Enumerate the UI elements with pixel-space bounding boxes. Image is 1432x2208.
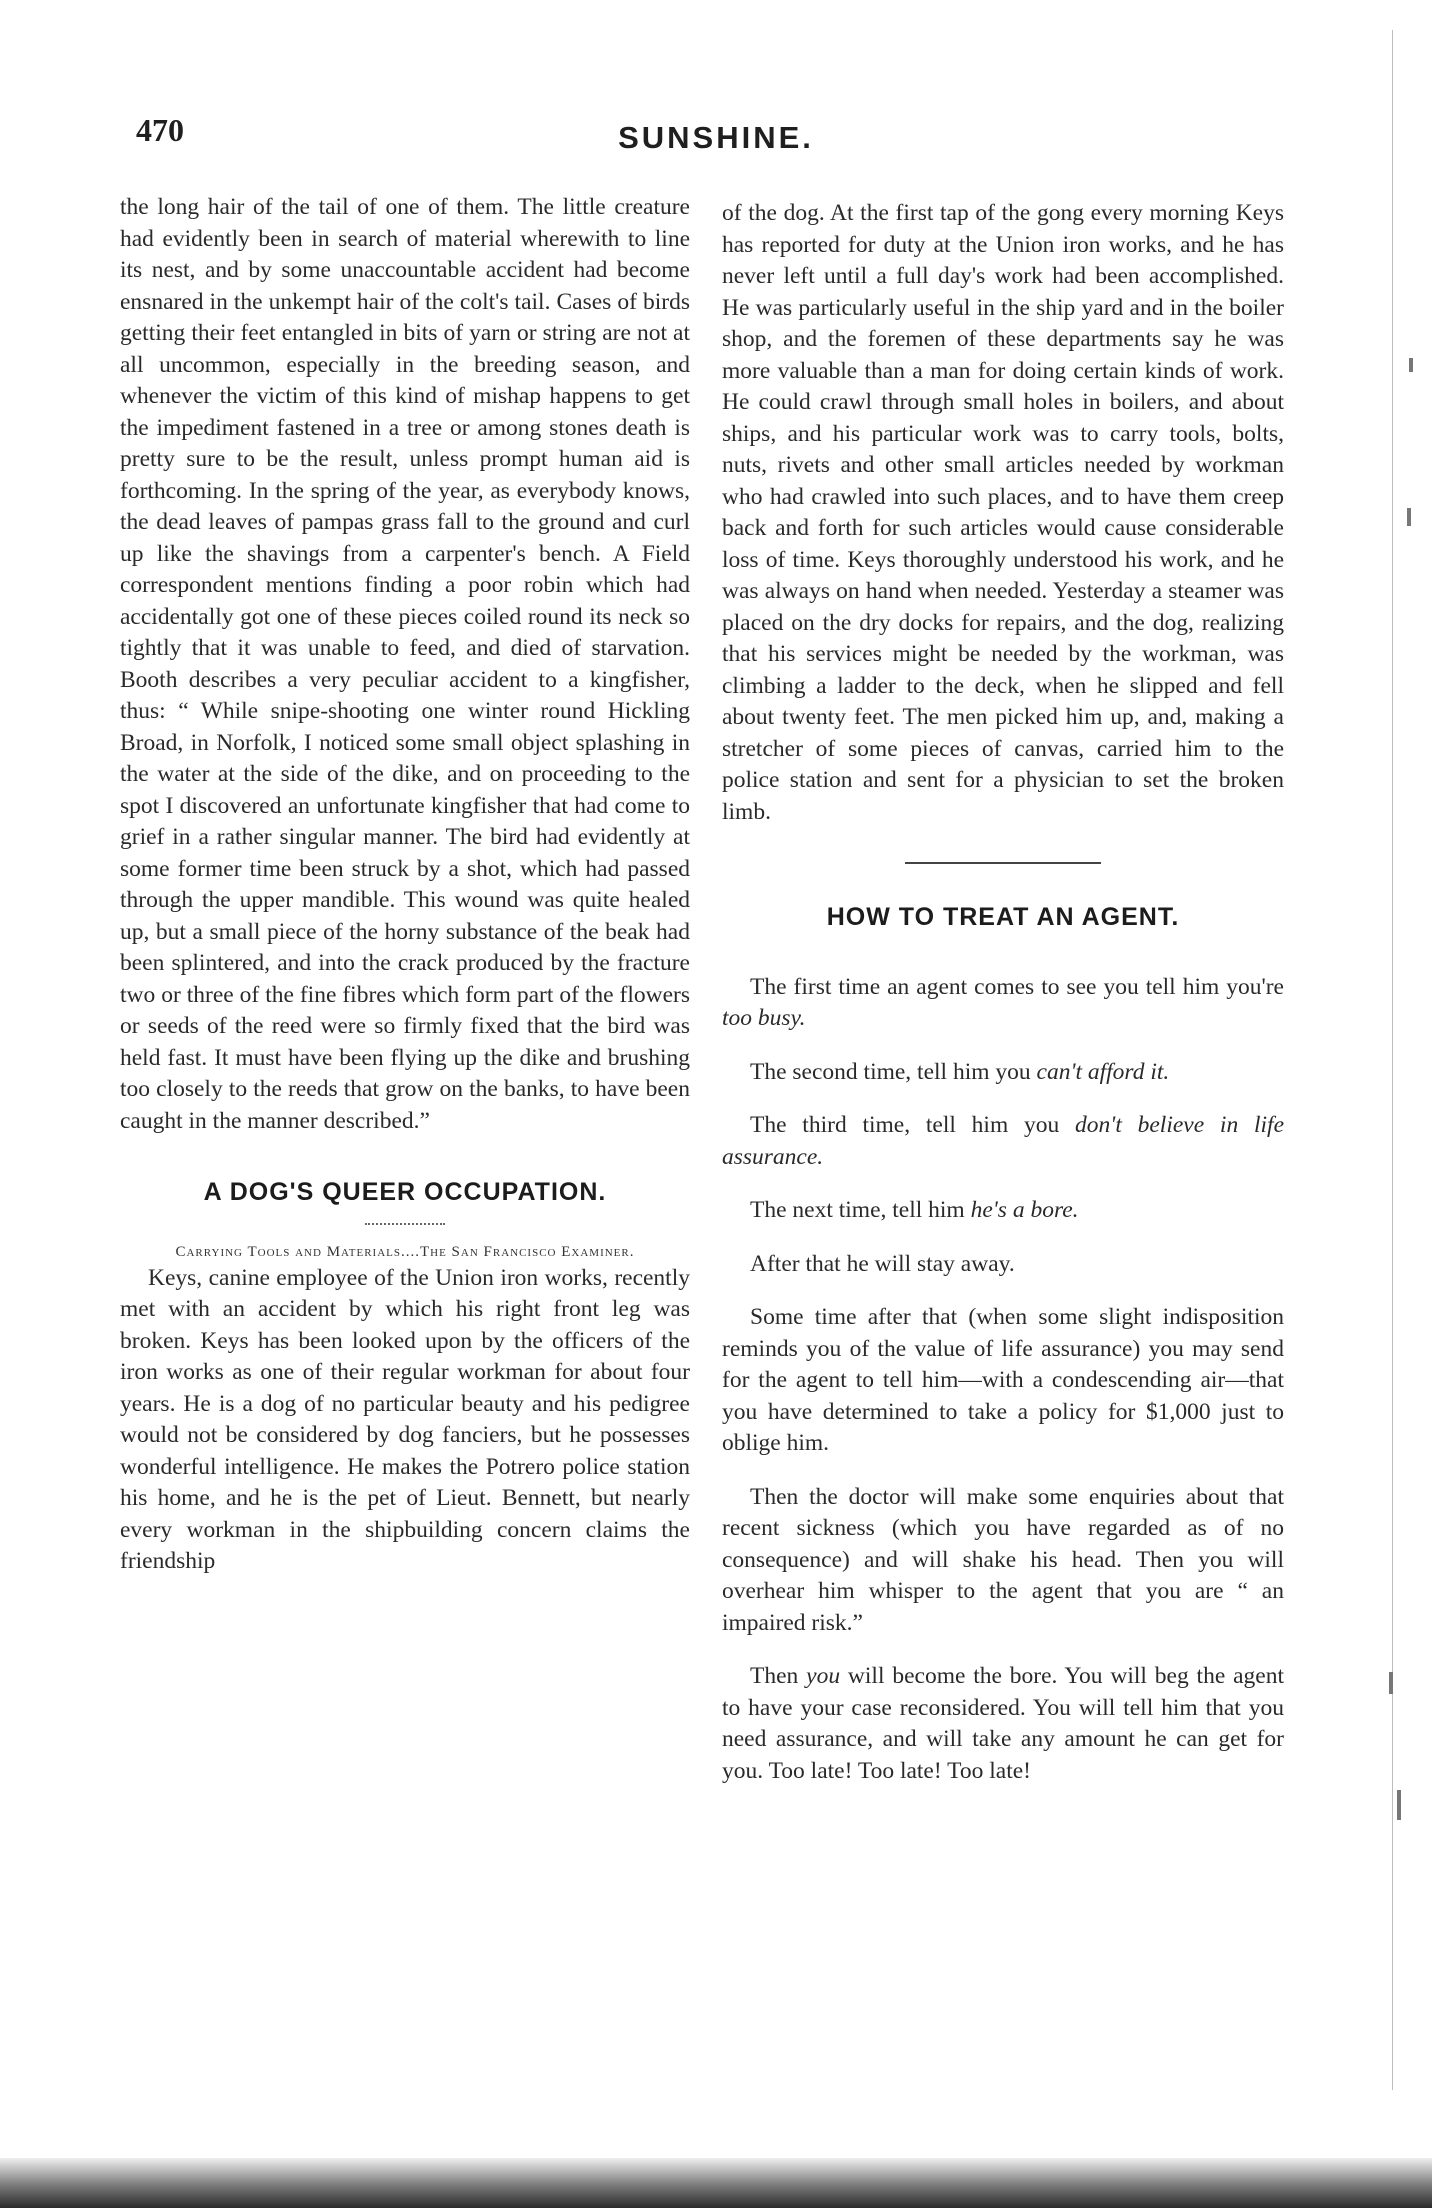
page-number: 470 <box>136 112 184 148</box>
page-edge-line <box>1392 30 1393 2090</box>
continued-paragraph-left: the long hair of the tail of one of them. The little creature had evidently been in search of material wherewith to line its nest, and by some unaccountable accident had become ensnared in the unkempt hair of the colt's tail. Cases of birds getting their feet entangled in bits of yarn or string are not at all uncommon, especially in the breeding season, and whenever the victim of this kind of mishap happens to get the impediment fastened in a tree or among stones death is pretty sure to be the result, unless prompt human aid is forthcoming. In the spring of the year, as everybody knows, the dead leaves of pampas grass fall to the ground and curl up like the shavings from a carpenter's bench. A Field correspondent mentions finding a poor robin which had accidentally got one of these pieces coiled round its neck so tightly that it was unable to feed, and died of starvation. Booth describes a very peculiar accident to a kingfisher, thus: “ While snipe-shooting one winter round Hickling Broad, in Norfolk, I noticed some small object splashing in the water at the side of the dike, and on proceeding to the spot I discovered an unfortunate kingfisher that had come to grief in a rather singular manner. The bird had evidently at some former time been struck by a shot, which had passed through the upper mandible. This wound was quite healed up, but a small piece of the horny substance of the beak had been splintered, and into the crack produced by the fracture two or three of the fine fibres which form part of the flowers or seeds of the reed were so firmly fixed that the bird was held fast. It must have been flying up the dike and brushing too closely to the reeds that grow on the banks, to have been caught in the manner described.” <box>120 194 690 1134</box>
scan-bottom-edge <box>0 2158 1432 2208</box>
heading-divider <box>365 1223 445 1225</box>
agent-paragraph-4: The next time, tell him he's a bore. <box>750 1197 1079 1223</box>
left-column <box>120 192 690 1578</box>
article-byline: Carrying Tools and Materials....The San Francisco Examiner. <box>175 1243 635 1260</box>
article-heading-agent: HOW TO TREAT AN AGENT. <box>826 903 1180 931</box>
margin-mark <box>1407 508 1411 526</box>
article-heading-dog: A DOG'S QUEER OCCUPATION. <box>203 1178 607 1206</box>
margin-mark <box>1397 1790 1401 1820</box>
agent-paragraph-1: The first time an agent comes to see you tell him you're too busy. <box>722 973 1284 1031</box>
running-title: SUNSHINE. <box>618 120 814 155</box>
agent-paragraph-7: Then the doctor will make some enquiries about that recent sickness (which you have regarded as of no consequence) and will shake his head. Then you will overhear him whisper to the agent that you are “ an impaired risk.” <box>722 1483 1284 1636</box>
margin-mark <box>1409 358 1413 372</box>
agent-paragraph-2: The second time, tell him you can't afford it. <box>750 1058 1170 1085</box>
margin-mark <box>1389 1672 1393 1694</box>
continued-paragraph-right: of the dog. At the first tap of the gong every morning Keys has reported for duty at the Union iron works, and he has never left until a full day's work had been accomplished. He was particularly useful in the ship yard and in the boiler shop, and the foremen of these departments say he was more valuable than a man for doing certain kinds of work. He could crawl through small holes in boilers, and about ships, and his particular work was to carry tools, bolts, nuts, rivets and other small articles needed by workman who had crawled into such places, and to have them creep back and forth for such articles would cause considerable loss of time. Keys thoroughly understood his work, and he was always on hand when needed. Yesterday a steamer was placed on the dry docks for repairs, and the dog, realizing that his services might be needed by the workman, was climbing a ladder to the deck, when he slipped and fell about twenty feet. The men picked him up, and, making a stretcher of some pieces of canvas, carried him to the police station and sent for a physician to set the broken limb. <box>722 200 1284 825</box>
dog-article-paragraph: Keys, canine employee of the Union iron works, recently met with an accident by which his right front leg was broken. Keys has been looked upon by the officers of the iron works as one of their regular workman for about four years. He is a dog of no particular beauty and his pedigree would not be considered by dog fanciers, but he possesses wonderful intelligence. He makes the Potrero police station his home, and he is the pet of Lieut. Bennett, but nearly every workman in the shipbuilding concern claims the friendship <box>120 1264 690 1574</box>
agent-paragraph-8: Then you will become the bore. You will beg the agent to have your case reconsidered. You will tell him that you need assurance, and will take any amount he can get for you. Too late! Too late! Too late! <box>722 1663 1284 1784</box>
right-column <box>722 198 1284 1787</box>
agent-paragraph-5: After that he will stay away. <box>750 1250 1015 1277</box>
agent-paragraph-3: The third time, tell him you don't believe in life assurance. <box>722 1112 1285 1170</box>
agent-paragraph-6: Some time after that (when some slight indisposition reminds you of the value of life assurance) you may send for the agent to tell him—with a condescending air—that you have determined to take a policy for $1,000 just to oblige him. <box>722 1304 1284 1456</box>
